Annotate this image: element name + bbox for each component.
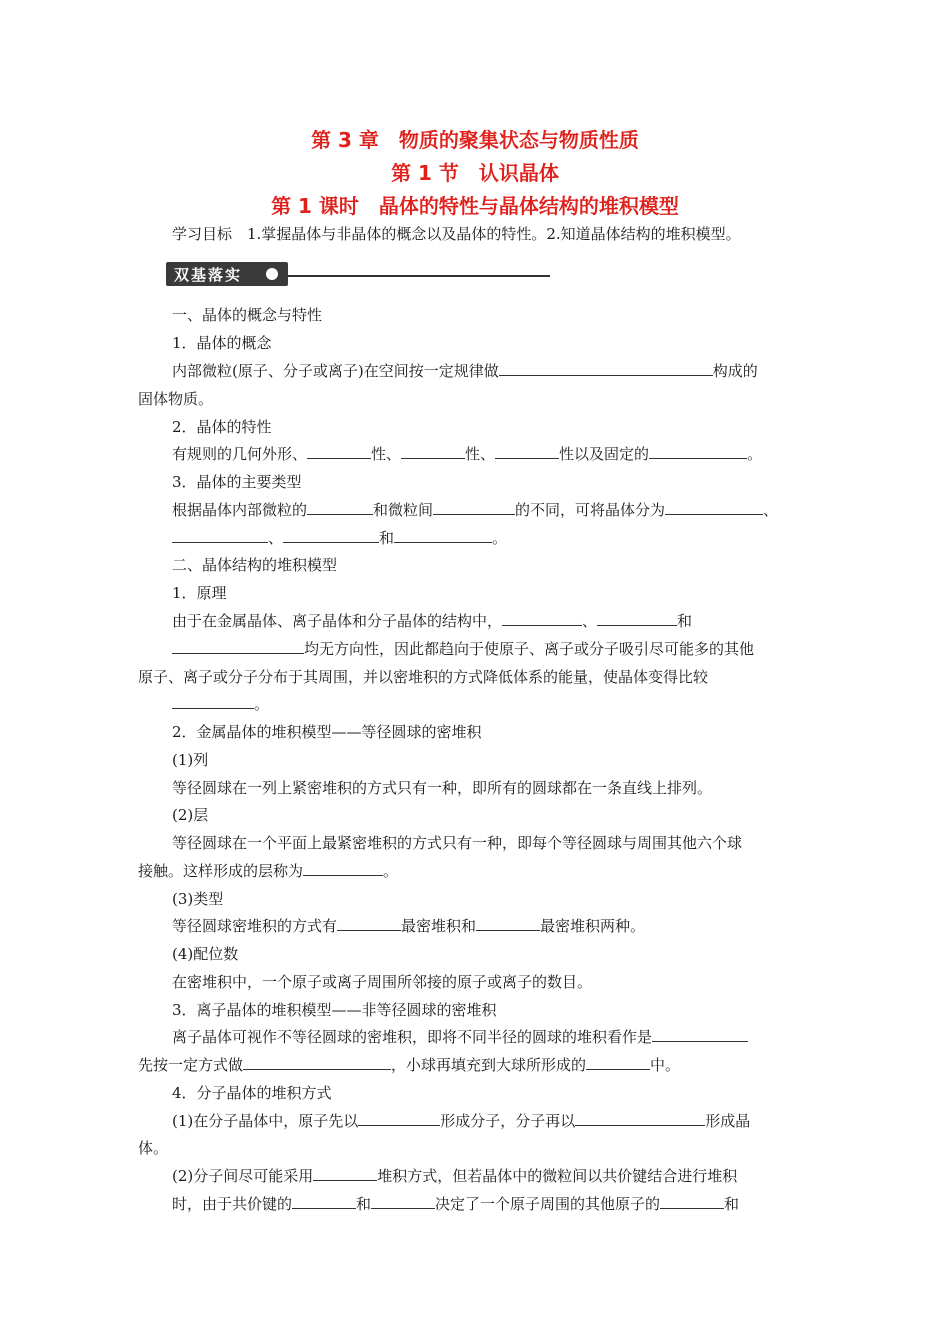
subheading: 2．晶体的特性 — [172, 418, 272, 436]
fill-blank[interactable] — [586, 1055, 650, 1070]
paragraph-line: 原子、离子或分子分布于其周围，并以密堆积的方式降低体系的能量，使晶体变得比较 — [138, 668, 709, 686]
paragraph-line: 。 — [138, 694, 852, 714]
fill-blank[interactable] — [371, 1194, 435, 1209]
paragraph-line: 体。 — [138, 1139, 169, 1157]
fill-blank[interactable] — [649, 444, 747, 459]
paragraph-line: 等径圆球在一列上紧密堆积的方式只有一种，即所有的圆球都在一条直线上排列。 — [172, 779, 713, 797]
subheading: 2．金属晶体的堆积模型——等径圆球的密堆积 — [172, 723, 482, 741]
fill-blank[interactable] — [243, 1055, 391, 1070]
banner-dot-icon — [266, 268, 278, 280]
paragraph-line: 接触。这样形成的层称为 。 — [138, 862, 399, 880]
subheading: 3．晶体的主要类型 — [172, 473, 302, 491]
fill-blank[interactable] — [307, 444, 371, 459]
learning-objectives: 学习目标 1.掌握晶体与非晶体的概念以及晶体的特性。2.知道晶体结构的堆积模型。 — [172, 225, 741, 243]
paragraph-line: (1)在分子晶体中，原子先以 形成分子，分子再以 形成晶 — [172, 1112, 751, 1130]
fill-blank[interactable] — [476, 916, 540, 931]
fill-blank[interactable] — [575, 1111, 705, 1126]
fill-blank[interactable] — [313, 1166, 377, 1181]
fill-blank[interactable] — [502, 611, 582, 626]
paragraph-line: 固体物质。 — [138, 390, 214, 408]
fill-blank[interactable] — [652, 1027, 748, 1042]
fill-blank[interactable] — [283, 528, 379, 543]
paragraph-line: 有规则的几何外形、 性、 性、 性以及固定的 。 — [172, 445, 763, 463]
banner-label: 双基落实 — [174, 266, 243, 284]
fill-blank[interactable] — [292, 1194, 356, 1209]
banner-rule — [288, 275, 550, 277]
paragraph-line: 离子晶体可视作不等径圆球的密堆积，即将不同半径的圆球的堆积看作是 — [138, 1027, 852, 1047]
fill-blank[interactable] — [172, 694, 254, 709]
heading-2: 二、晶体结构的堆积模型 — [172, 556, 338, 574]
fill-blank[interactable] — [394, 528, 492, 543]
subheading: (3)类型 — [172, 890, 224, 908]
paragraph-line: (2)分子间尽可能采用 堆积方式，但若晶体中的微粒间以共价键结合进行堆积 — [172, 1167, 738, 1185]
subheading: 1．晶体的概念 — [172, 334, 272, 352]
subheading: (4)配位数 — [172, 945, 239, 963]
fill-blank[interactable] — [665, 500, 763, 515]
fill-blank[interactable] — [307, 500, 373, 515]
subheading: 1．原理 — [172, 584, 227, 602]
fill-blank[interactable] — [597, 611, 677, 626]
paragraph-line: 先按一定方式做 ，小球再填充到大球所形成的 中。 — [138, 1056, 681, 1074]
subheading: 4．分子晶体的堆积方式 — [172, 1084, 332, 1102]
fill-blank[interactable] — [303, 861, 383, 876]
fill-blank[interactable] — [172, 528, 268, 543]
fill-blank[interactable] — [358, 1111, 440, 1126]
paragraph-line: 等径圆球在一个平面上最紧密堆积的方式只有一种，即每个等径圆球与周围其他六个球 — [172, 834, 743, 852]
fill-blank[interactable] — [660, 1194, 724, 1209]
fill-blank[interactable] — [495, 444, 559, 459]
paragraph-line: 、 和 。 — [138, 528, 852, 548]
paragraph-line: 时，由于共价键的 和 决定了一个原子周围的其他原子的 和 — [172, 1195, 740, 1213]
lesson-title: 第 1 课时 晶体的特性与晶体结构的堆积模型 — [271, 194, 679, 218]
fill-blank[interactable] — [401, 444, 465, 459]
fill-blank[interactable] — [499, 361, 713, 376]
section-title: 第 1 节 认识晶体 — [391, 161, 559, 185]
paragraph-line: 等径圆球密堆积的方式有 最密堆积和 最密堆积两种。 — [172, 917, 646, 935]
paragraph-line: 均无方向性，因此都趋向于使原子、离子或分子吸引尽可能多的其他 — [138, 639, 852, 659]
fill-blank[interactable] — [172, 639, 304, 654]
chapter-title: 第 3 章 物质的聚集状态与物质性质 — [311, 128, 639, 152]
fill-blank[interactable] — [433, 500, 515, 515]
paragraph-line: 内部微粒(原子、分子或离子)在空间按一定规律做 构成的 — [172, 362, 758, 380]
subheading: 3．离子晶体的堆积模型——非等径圆球的密堆积 — [172, 1001, 497, 1019]
fill-blank[interactable] — [337, 916, 401, 931]
paragraph-line: 由于在金属晶体、离子晶体和分子晶体的结构中， 、 和 — [172, 612, 693, 630]
subheading: (2)层 — [172, 806, 209, 824]
section-banner — [166, 262, 551, 286]
paragraph-line: 在密堆积中，一个原子或离子周围所邻接的原子或离子的数目。 — [172, 973, 593, 991]
heading-1: 一、晶体的概念与特性 — [172, 306, 323, 324]
paragraph-line: 根据晶体内部微粒的 和微粒间 的不同，可将晶体分为 、 — [172, 501, 779, 519]
subheading: (1)列 — [172, 751, 209, 769]
